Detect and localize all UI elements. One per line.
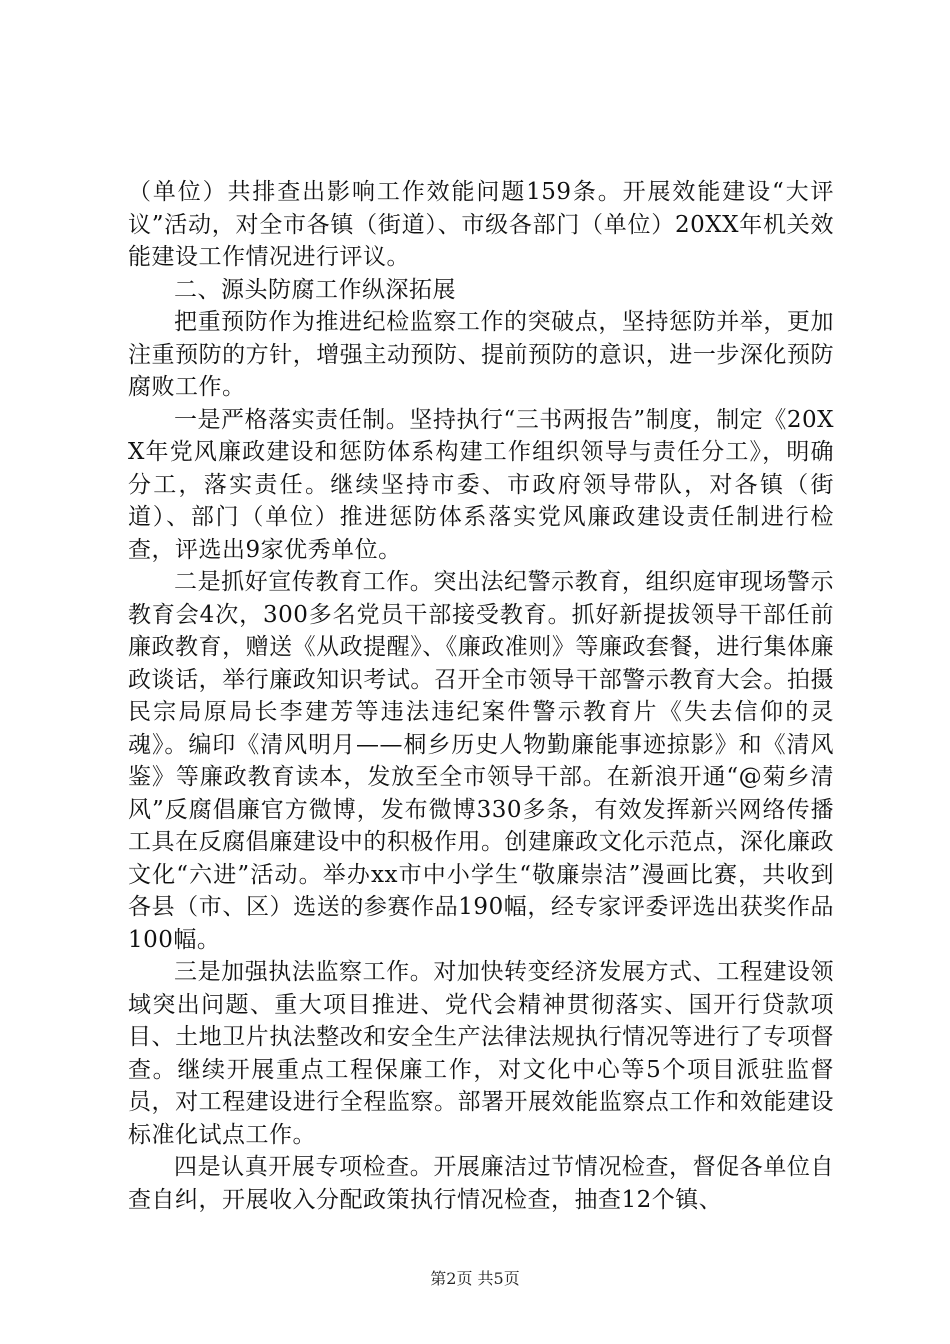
paragraph-intro: 把重预防作为推进纪检监察工作的突破点，坚持惩防并举，更加注重预防的方针，增强主动预防、提前预防的意识，进一步深化预防腐败工作。 xyxy=(128,309,834,400)
section-heading: 二、源头防腐工作纵深拓展 xyxy=(174,276,456,303)
paragraph-item-2: 二是抓好宣传教育工作。突出法纪警示教育，组织庭审现场警示教育会4次，300多名党员干部接受教育。抓好新提拔领导干部任前廉政教育，赠送《从政提醒》、《廉政准则》等廉政套餐，进行集体廉政谈话，举行廉政知识考试。召开全市领导干部警示教育大会。拍摄民宗局原局长李建芳等违法违纪案件警示教育片《失去信仰的灵魂》。编印《清风明月——桐乡历史人物勤廉能事迹掠影》和《清风鉴》等廉政教育读本，发放至全市领导干部。在新浪开通“@菊乡清风”反腐倡廉官方微博，发布微博330多条，有效发挥新兴网络传播工具在反腐倡廉建设中的积极作用。创建廉政文化示范点，深化廉政文化“六进”活动。举办xx市中小学生“敬廉崇洁”漫画比赛，共收到各县（市、区）选送的参赛作品190幅，经专家评委评选出获奖作品100幅。 xyxy=(128,569,834,953)
paragraph-item-4: 四是认真开展专项检查。开展廉洁过节情况检查，督促各单位自查自纠，开展收入分配政策执行情况检查，抽查12个镇、 xyxy=(128,1154,834,1213)
document-body xyxy=(128,176,834,1216)
page-number: 第2页 共5页 xyxy=(430,1269,520,1288)
page-footer xyxy=(0,1268,950,1290)
paragraph-item-1: 一是严格落实责任制。坚持执行“三书两报告”制度，制定《20XX年党风廉政建设和惩防体系构建工作组织领导与责任分工》，明确分工，落实责任。继续坚持市委、市政府领导带队，对各镇（街道）、部门（单位）推进惩防体系落实党风廉政建设责任制进行检查，评选出9家优秀单位。 xyxy=(128,406,834,563)
paragraph-item-3: 三是加强执法监察工作。对加快转变经济发展方式、工程建设领域突出问题、重大项目推进、党代会精神贯彻落实、国开行贷款项目、土地卫片执法整改和安全生产法律法规执行情况等进行了专项督查。继续开展重点工程保廉工作，对文化中心等5个项目派驻监督员，对工程建设进行全程监察。部署开展效能监察点工作和效能建设标准化试点工作。 xyxy=(128,959,834,1148)
paragraph-continuation: （单位）共排查出影响工作效能问题159条。开展效能建设“大评议”活动，对全市各镇（街道）、市级各部门（单位）20XX年机关效能建设工作情况进行评议。 xyxy=(128,179,834,270)
